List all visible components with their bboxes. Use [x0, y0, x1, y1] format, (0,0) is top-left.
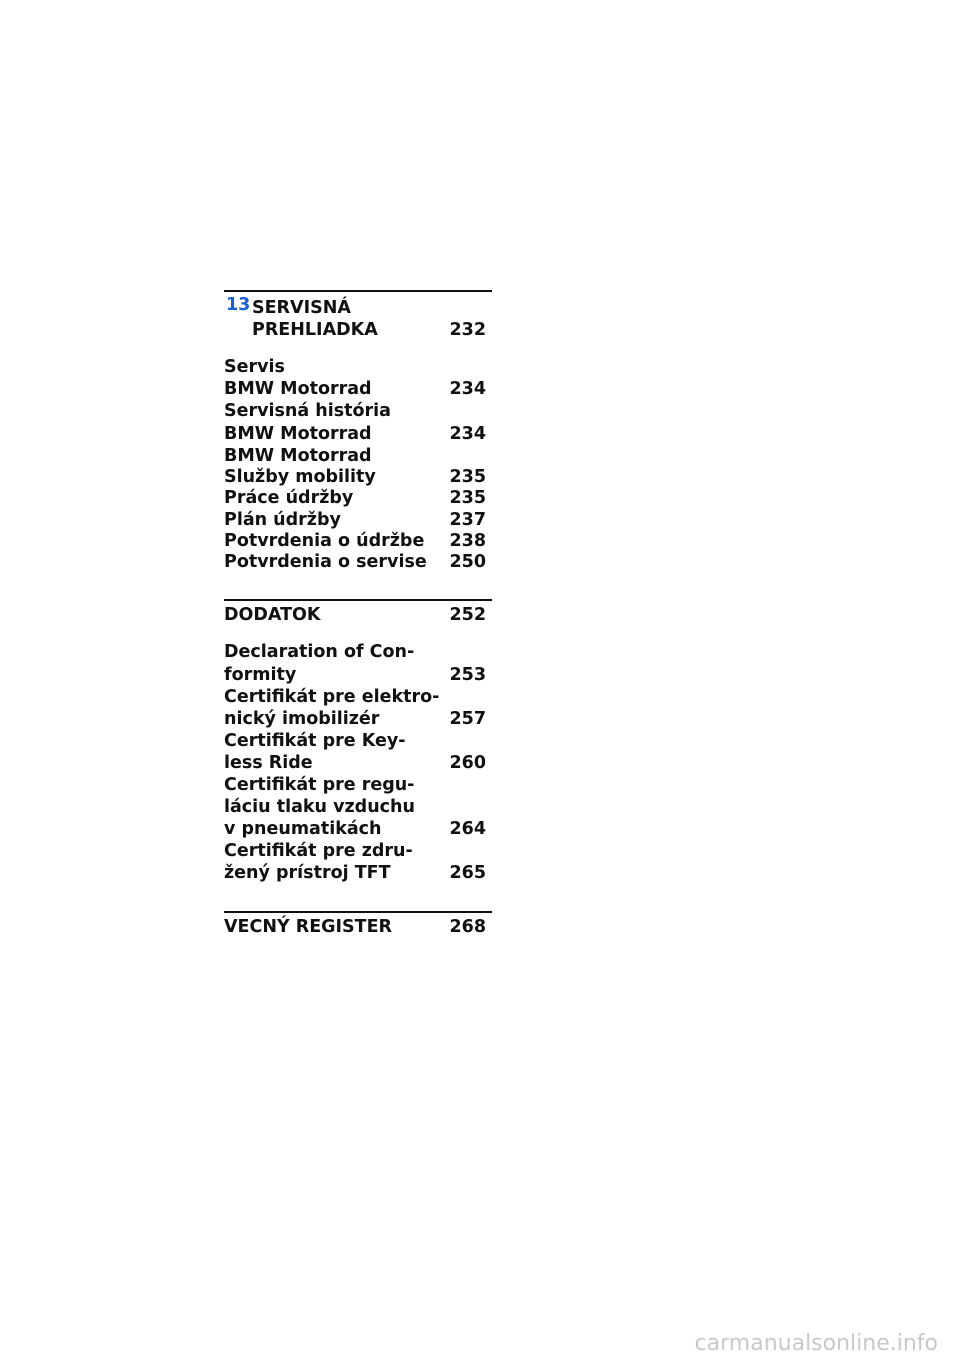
toc-entry[interactable] — [224, 862, 486, 884]
chapter-title-text: PREHLIADKA — [252, 320, 378, 340]
chapter-title-text: SERVISNÁ — [252, 298, 351, 318]
entry-title: Služby mobility — [224, 467, 376, 487]
toc-entry[interactable] — [224, 641, 486, 663]
toc-entry[interactable] — [224, 774, 486, 796]
toc-entry[interactable] — [224, 356, 486, 378]
entry-title: láciu tlaku vzduchu — [224, 797, 415, 817]
page-number: 252 — [449, 605, 486, 625]
chapter-title-line-1[interactable] — [252, 297, 486, 319]
entry-title: Certifikát pre elektro- — [224, 687, 440, 707]
entry-title: Certifikát pre zdru- — [224, 841, 413, 861]
entry-title: Servis — [224, 357, 285, 377]
toc-entry[interactable] — [224, 466, 486, 488]
chapter-rule — [224, 290, 492, 292]
entry-title: Potvrdenia o servise — [224, 552, 427, 572]
toc-entry[interactable] — [224, 818, 486, 840]
page-number: 232 — [449, 320, 486, 340]
toc-entry[interactable] — [224, 530, 486, 552]
section-rule — [224, 599, 492, 601]
entry-title: žený prístroj TFT — [224, 863, 391, 883]
entry-title: Práce údržby — [224, 488, 354, 508]
entry-title: less Ride — [224, 753, 313, 773]
page-number: 253 — [449, 665, 486, 685]
entry-title: v pneumatikách — [224, 819, 382, 839]
page-number: 237 — [449, 510, 486, 530]
section-register[interactable] — [224, 916, 486, 938]
entry-title: Potvrdenia o údržbe — [224, 531, 425, 551]
page-number: 268 — [449, 917, 486, 937]
toc-entry[interactable] — [224, 730, 486, 752]
toc-entry[interactable] — [224, 796, 486, 818]
section-title: VECNÝ REGISTER — [224, 917, 393, 937]
section-rule — [224, 911, 492, 913]
page-number: 260 — [449, 753, 486, 773]
toc-entry[interactable] — [224, 664, 486, 686]
toc-entry[interactable] — [224, 752, 486, 774]
entry-title: BMW Motorrad — [224, 379, 372, 399]
section-title: DODATOK — [224, 605, 321, 625]
entry-title: Certifikát pre Key- — [224, 731, 406, 751]
toc-entry[interactable] — [224, 487, 486, 509]
toc-entry[interactable] — [224, 686, 486, 708]
toc-entry[interactable] — [224, 445, 486, 467]
page-number: 250 — [449, 552, 486, 572]
watermark: carmanualsonline.info — [694, 1331, 938, 1356]
page-number: 264 — [449, 819, 486, 839]
toc-entry[interactable] — [224, 551, 486, 573]
chapter-title-line-2[interactable] — [252, 319, 486, 341]
chapter-number: 13 — [226, 295, 251, 315]
entry-title: Servisná história — [224, 401, 391, 421]
page-number: 235 — [449, 467, 486, 487]
page-number: 257 — [449, 709, 486, 729]
toc-entry[interactable] — [224, 378, 486, 400]
toc-entry[interactable] — [224, 400, 486, 422]
page-number: 235 — [449, 488, 486, 508]
entry-title: Plán údržby — [224, 510, 341, 530]
page-number: 234 — [449, 424, 486, 444]
page-number: 234 — [449, 379, 486, 399]
toc-entry[interactable] — [224, 708, 486, 730]
entry-title: BMW Motorrad — [224, 424, 372, 444]
entry-title: BMW Motorrad — [224, 446, 372, 466]
toc-entry[interactable] — [224, 840, 486, 862]
page-number: 265 — [449, 863, 486, 883]
entry-title: Certifikát pre regu- — [224, 775, 415, 795]
entry-title: formity — [224, 665, 297, 685]
page-number: 238 — [449, 531, 486, 551]
toc-entry[interactable] — [224, 423, 486, 445]
section-dodatok[interactable] — [224, 604, 486, 626]
entry-title: nický imobilizér — [224, 709, 380, 729]
entry-title: Declaration of Con- — [224, 642, 415, 662]
toc-entry[interactable] — [224, 509, 486, 531]
